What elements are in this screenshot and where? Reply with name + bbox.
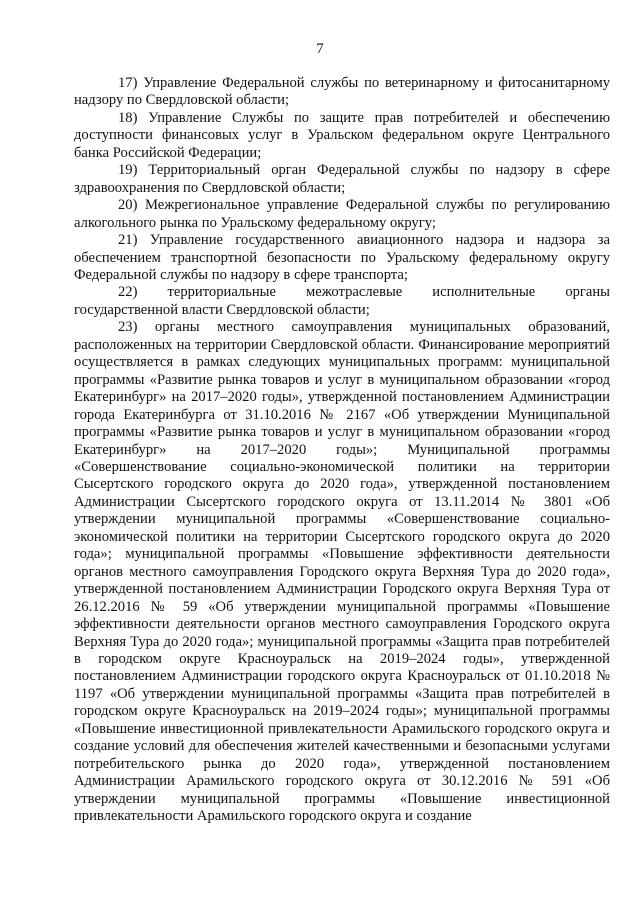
list-item-17: 17) Управление Федеральной службы по ветеринарному и фитосанитарному надзору по Свердловской области; <box>74 75 610 109</box>
list-item-21: 21) Управление государственного авиационного надзора и надзора за обеспечением транспортной безопасности по Уральскому федеральному округу Федеральной службы по надзору в сфере транспорта; <box>74 232 610 283</box>
list-item-23: 23) органы местного самоуправления муниципальных образований, расположенных на территории Свердловской области. Финансирование мероприятий осуществляется в рамках следующих муниципальных программ: муниципальной программы «Развитие рынка товаров и услуг в муниципальном образовании «город Екатеринбург» на 2017–2020 годы», утвержденной постановлением Администрации города Екатеринбурга от 31.10.2016 № 2167 «Об утверждении Муниципальной программы «Развитие рынка товаров и услуг в муниципальном образовании «город Екатеринбург» на 2017–2020 годы»; Муниципальной программы «Совершенствование социально-экономической политики на территории Сысертского городского округа до 2020 года», утвержденной постановлением Администрации Сысертского городского округа от 13.11.2014 № 3801 «Об утверждении муниципальной программы «Совершенствование социально-экономической политики на территории Сысертского городского округа до 2020 года»; муниципальной программы «Повышение эффективности деятельности органов местного самоуправления Городского округа Верхняя Тура до 2020 года», утвержденной постановлением Администрации Городского округа Верхняя Тура от 26.12.2016 № 59 «Об утверждении муниципальной программы «Повышение эффективности деятельности органов местного самоуправления Городского округа Верхняя Тура до 2020 года»; муниципальной программы «Защита прав потребителей в городском округе Красноуральск на 2019–2024 годы», утвержденной постановлением Администрации городского округа Красноуральск от 01.10.2018 № 1197 «Об утверждении муниципальной программы «Защита прав потребителей в городском округе Красноуральск на 2019–2024 годы»; муниципальной программы «Повышение инвестиционной привлекательности Арамильского городского округа и создание условий для обеспечения жителей качественными и безопасными услугами потребительского рынка до 2020 года», утвержденной постановлением Администрации Арамильского городского округа от 30.12.2016 № 591 «Об утверждении муниципальной программы «Повышение инвестиционной привлекательности Арамильского городского округа и создание <box>74 319 610 825</box>
list-item-19: 19) Территориальный орган Федеральной службы по надзору в сфере здравоохранения по Свердловской области; <box>74 162 610 196</box>
list-item-22: 22) территориальные межотраслевые исполнительные органы государственной власти Свердловской области; <box>74 284 610 318</box>
page-number: 7 <box>316 41 324 57</box>
document-body <box>74 75 610 825</box>
list-item-18: 18) Управление Службы по защите прав потребителей и обеспечению доступности финансовых услуг в Уральском федеральном округе Центрального банка Российской Федерации; <box>74 109 610 161</box>
list-item-20: 20) Межрегиональное управление Федеральной службы по регулированию алкогольного рынка по Уральскому федеральному округу; <box>74 197 610 231</box>
